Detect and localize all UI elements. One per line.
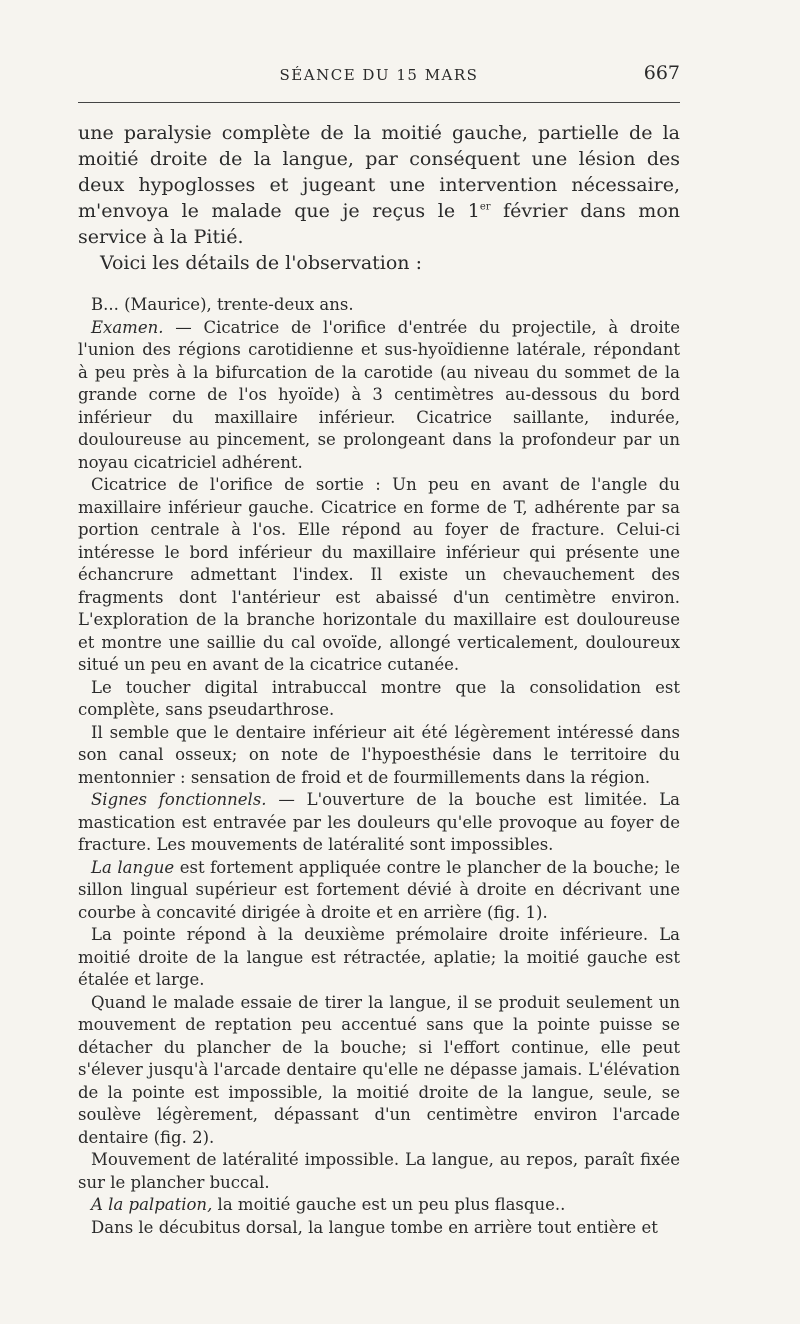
intro-day: 1 [467,200,480,222]
section-gap [78,276,680,294]
running-title: SÉANCE DU 15 MARS [279,66,479,84]
page-body [78,120,680,1239]
palpation-label: A la palpation, [91,1195,213,1214]
decubitus-paragraph: Dans le décubitus dorsal, la langue tombe en arrière tout entière et [91,1217,658,1237]
mouvement-paragraph: Mouvement de latéralité impossible. La langue, au repos, paraît fixée sur le plancher buccal. [78,1150,680,1192]
intro-paragraph [78,120,680,250]
header-rule [78,102,680,103]
tirer-paragraph: Quand le malade essaie de tirer la langue, il se produit seulement un mouvement de reptation peu accentué sans que la pointe puisse se détacher du plancher de la bouche; si l'effort continue, elle peut s'élever jusqu'à l'arcade dentaire qu'elle ne dépasse jamais. L'élévation de la pointe est impossible, la moitié droite de la langue, seule, se soulève légèrement, dépassant d'un centimètre environ l'arcade dentaire (fig. 2). [78,992,680,1147]
announce-paragraph: Voici les détails de l'observation : [100,252,422,274]
intro-day-sup: er [479,201,491,213]
pointe-paragraph: La pointe répond à la deuxième prémolaire droite inférieure. La moitié droite de la langue est rétractée, aplatie; la moitié gauche est étalée et large. [78,925,680,989]
langue-label: La langue [91,857,175,877]
examen-label: Examen. [91,317,164,337]
signes-paragraph [78,789,680,857]
examen-text: — Cicatrice de l'orifice d'entrée du projectile, à droite l'union des régions carotidienne et sus-hyoïdienne latérale, répondant à peu près à la bifurcation de la carotide (au niveau du sommet de la grande corne de l'os hyoïde) à 3 centimètres au-dessous du bord inférieur du maxillaire inférieur. Cicatrice saillante, indurée, douloureuse au pincement, se prolongeant dans la profondeur par un noyau cicatriciel adhérent. [78,317,680,472]
dentaire-paragraph: Il semble que le dentaire inférieur ait été légèrement intéressé dans son canal osseux; on note de l'hypoesthésie dans le territoire du mentonnier : sensation de froid et de fourmillements dans la région. [78,722,680,787]
signes-label: Signes fonctionnels. [91,790,267,809]
toucher-paragraph: Le toucher digital intrabuccal montre que la consolidation est complète, sans pseudarthrose. [78,677,680,719]
intro-text-after: février dans mon service à la Pitié. [78,200,680,248]
langue-paragraph [78,857,680,925]
intro-text: une paralysie complète de la moitié gauche, partielle de la moitié droite de la langue, par conséquent une lésion des deux hypoglosses et jugeant une intervention nécessaire, m'envoya le malade que je reçus le [78,122,680,222]
langue-text: est fortement appliquée contre le plancher de la bouche; le sillon lingual supérieur est fortement dévié à droite en décrivant une courbe à concavité dirigée à droite et en arrière (fig. 1). [78,857,681,922]
patient-line: B... (Maurice), trente-deux ans. [91,295,354,314]
page-number: 667 [643,62,680,84]
palpation-text: la moitié gauche est un peu plus flasque.. [212,1195,566,1214]
signes-text: — L'ouverture de la bouche est limitée. La mastication est entravée par les douleurs qu'elle provoque au foyer de fracture. Les mouvements de latéralité sont impossibles. [78,790,680,854]
examen-paragraph [78,317,680,475]
sortie-paragraph: Cicatrice de l'orifice de sortie : Un peu en avant de l'angle du maxillaire inférieur gauche. Cicatrice en forme de T, adhérente par sa portion centrale à l'os. Elle répond au foyer de fracture. Celui-ci intéresse le bord inférieur du maxillaire inférieur qui présente une échancrure admettant l'index. Il existe un chevauchement des fragments dont l'antérieur est abaissé d'un centimètre environ. L'exploration de la branche horizontale du maxillaire est douloureuse et montre une saillie du cal ovoïde, allongé verticalement, douloureux situé un peu en avant de la cicatrice cutanée. [78,475,680,674]
running-header [78,62,680,90]
palpation-paragraph [78,1194,680,1217]
